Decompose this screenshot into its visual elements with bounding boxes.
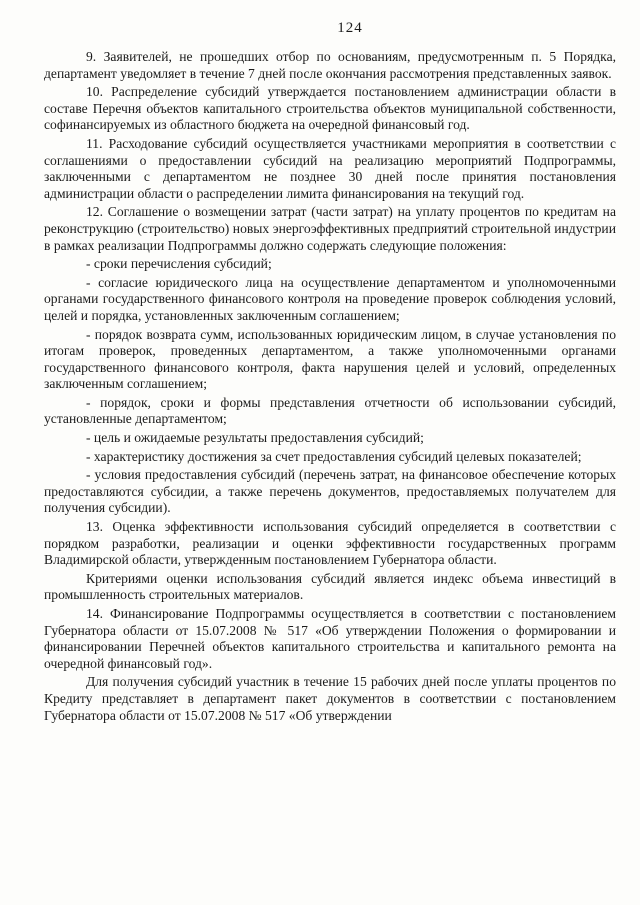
list-item-consent: - согласие юридического лица на осуществление департаментом и уполномоченными органами государственного финансового контроля на проведение проверок соблюдения условий, целей и порядка, установленных заключенным соглашением; xyxy=(44,274,616,323)
list-item-reporting: - порядок, сроки и формы представления отчетности об использовании субсидий, установленные департаментом; xyxy=(44,394,616,427)
paragraph-10: 10. Распределение субсидий утверждается постановлением администрации области в составе Перечня объектов капитального строительства объектов муниципальной собственности, софинансируемых из областного бюджета на очередной финансовый год. xyxy=(44,84,616,133)
paragraph-criteria: Критериями оценки использования субсидий является индекс объема инвестиций в промышленность строительных материалов. xyxy=(44,570,616,603)
document-body xyxy=(44,49,616,724)
paragraph-9: 9. Заявителей, не прошедших отбор по основаниям, предусмотренным п. 5 Порядка, департамент уведомляет в течение 7 дней после окончания рассмотрения представленных заявок. xyxy=(44,49,616,81)
paragraph-13: 13. Оценка эффективности использования субсидий определяется в соответствии с порядком разработки, реализации и оценки эффективности государственных программ Владимирской области, утвержденным постановлением Губернатора области. xyxy=(44,519,616,568)
paragraph-11: 11. Расходование субсидий осуществляется участниками мероприятия в соответствии с соглашениями о предоставлении субсидий на реализацию мероприятий Подпрограммы, заключенными с департаментом не позднее 30 дней после принятия постановления администрации области о распределении лимита финансирования на текущий год. xyxy=(44,135,616,201)
page-number: 124 xyxy=(337,20,363,36)
paragraph-14: 14. Финансирование Подпрограммы осуществляется в соответствии с постановлением Губернатора области от 15.07.2008 № 517 «Об утверждении Положения о формировании и финансировании Перечней объектов капитального строительства и капитального ремонта на очередной финансовый год». xyxy=(44,606,616,671)
paragraph-documents: Для получения субсидий участник в течение 15 рабочих дней после уплаты процентов по Кредиту представляет в департамент пакет документов в соответствии с постановлением Губернатора области от 15.07.2008 № 517 «Об утверждении xyxy=(44,674,616,723)
list-item-indicators: - характеристику достижения за счет предоставления субсидий целевых показателей; xyxy=(86,448,582,464)
list-item-refund-procedure: - порядок возврата сумм, использованных юридическим лицом, в случае установления по итогам проверок, проведенных департаментом, а также уполномоченными органами государственного финансового контроля, факта нарушения целей и условий, определенных заключенным соглашением; xyxy=(44,326,616,392)
paragraph-12: 12. Соглашение о возмещении затрат (части затрат) на уплату процентов по кредитам на реконструкцию (строительство) новых энергоэффективных предприятий строительной индустрии в рамках реализации Подпрограммы должно содержать следующие положения: xyxy=(44,204,616,253)
list-item-conditions: - условия предоставления субсидий (перечень затрат, на финансовое обеспечение которых предоставляются субсидии, а также перечень документов, предоставляемых получателем для получения субсидии). xyxy=(44,467,616,516)
list-item-transfer-terms: - сроки перечисления субсидий; xyxy=(86,256,272,272)
list-item-goals: - цель и ожидаемые результаты предоставления субсидий; xyxy=(86,430,424,446)
